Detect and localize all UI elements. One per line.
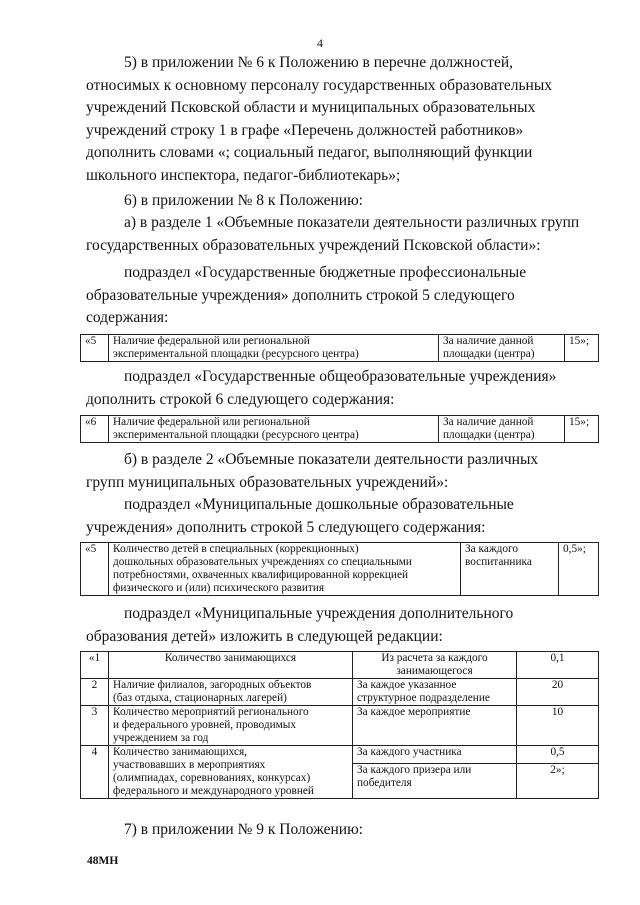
row-number: «1 — [81, 652, 109, 679]
indicator-text: Наличие филиалов, загородных объектов (баз отдыха, стационарных лагерей) — [109, 679, 353, 706]
points-value: 0,5»; — [559, 543, 599, 596]
indicator-text: Количество детей в специальных (коррекционных) дошкольных образовательных учреждениях со специальными потребностями, охваченных квалифицированной коррекцией физического и (или) психического развития — [109, 543, 461, 596]
page-number: 4 — [317, 36, 323, 50]
basis-text: За каждого участника — [353, 746, 517, 764]
subsection-4-paragraph: подраздел «Муниципальные учреждения дополнительного образования детей» изложить в следующей редакции: — [86, 605, 514, 645]
row-number: «5 — [81, 335, 109, 362]
points-value: 2»; — [517, 764, 599, 799]
item-6-paragraph: 6) в приложении № 8 к Положению: — [124, 192, 363, 209]
footer-code: 48МН — [87, 855, 119, 867]
row-number: 3 — [81, 706, 109, 746]
item-5-paragraph: 5) в приложении № 6 к Положению в перечне должностей, относимых к основному персоналу государственных образовательных учреждений Псковской области и муниципальных образовательных учреждений строку 1 в графе «Перечень должностей работников» дополнить словами «; социальный педагог, выполняющий функции школьного инспектора, педагог-библиотекарь»; — [86, 54, 552, 184]
item-7-paragraph: 7) в приложении № 9 к Положению: — [124, 821, 363, 838]
indicator-text: Количество занимающихся, участвовавших в мероприятиях (олимпиадах, соревнованиях, конкурсах) федерального и международного уровней — [109, 746, 353, 799]
indicator-text: Наличие федеральной или региональной экспериментальной площадки (ресурсного центра) — [109, 335, 439, 362]
indicator-text: Количество мероприятий регионального и федерального уровней, проводимых учреждением за год — [109, 706, 353, 746]
points-value: 20 — [517, 679, 599, 706]
table-row — [81, 679, 599, 706]
table-row — [81, 746, 599, 764]
indicator-text: Наличие федеральной или региональной экспериментальной площадки (ресурсного центра) — [109, 416, 439, 443]
basis-text: За наличие данной площадки (центра) — [439, 335, 565, 362]
basis-text: За каждое указанное структурное подразделение — [353, 679, 517, 706]
points-value: 15»; — [565, 335, 599, 362]
table-additional-education — [80, 651, 599, 799]
row-number: «6 — [81, 416, 109, 443]
table-row-5-preschool — [80, 542, 599, 596]
subsection-1-paragraph: подраздел «Государственные бюджетные профессиональные образовательные учреждения» дополнить строкой 5 следующего содержания: — [86, 264, 527, 326]
basis-text: За каждого воспитанника — [461, 543, 559, 596]
indicator-text: Количество занимающихся — [109, 652, 353, 679]
subitem-b-paragraph: б) в разделе 2 «Объемные показатели деятельности различных групп муниципальных образовательных учреждений»: — [86, 451, 539, 491]
points-value: 0,1 — [517, 652, 599, 679]
row-number: 4 — [81, 746, 109, 799]
table-row-5-professional — [80, 334, 599, 362]
points-value: 10 — [517, 706, 599, 746]
points-value: 0,5 — [517, 746, 599, 764]
table-row — [81, 706, 599, 746]
points-value: 15»; — [565, 416, 599, 443]
table-row-6-general — [80, 415, 599, 443]
row-number: «5 — [81, 543, 109, 596]
basis-text: За каждого призера или победителя — [353, 764, 517, 799]
subsection-3-paragraph: подраздел «Муниципальные дошкольные образовательные учреждения» дополнить строкой 5 следующего содержания: — [86, 496, 514, 536]
subitem-a-paragraph: а) в разделе 1 «Объемные показатели деятельности различных групп государственных образовательных учреждений Псковской области»: — [86, 214, 580, 254]
row-number: 2 — [81, 679, 109, 706]
subsection-2-paragraph: подраздел «Государственные общеобразовательные учреждения» дополнить строкой 6 следующего содержания: — [86, 368, 557, 408]
basis-text: За наличие данной площадки (центра) — [439, 416, 565, 443]
basis-text: За каждое мероприятие — [353, 706, 517, 746]
table-row — [81, 652, 599, 679]
basis-text: Из расчета за каждого занимающегося — [353, 652, 517, 679]
